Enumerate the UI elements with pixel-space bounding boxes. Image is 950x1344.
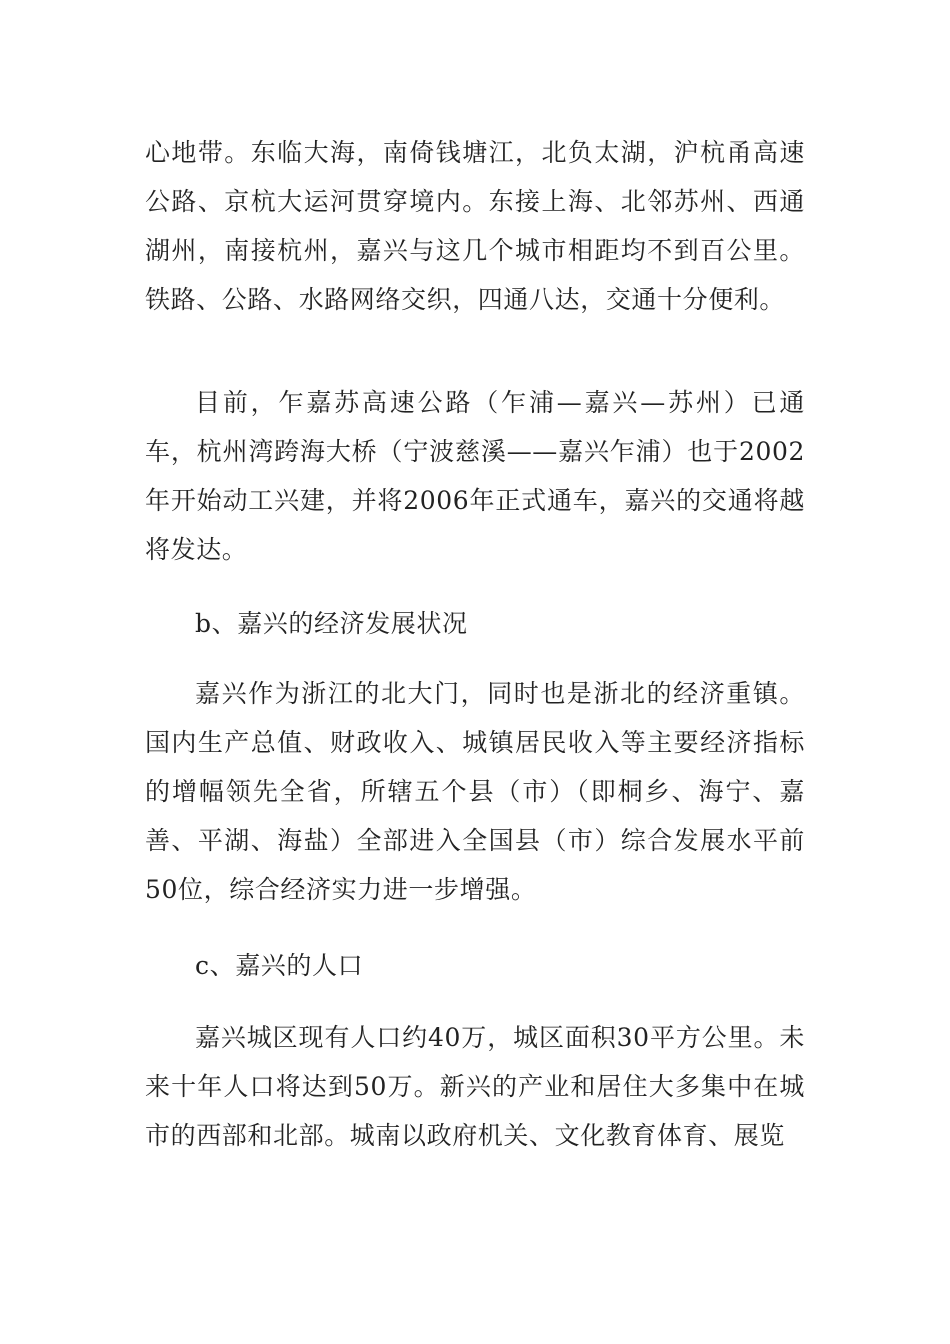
document-body — [145, 378, 805, 574]
paragraph-transport-highway: 目前，乍嘉苏高速公路（乍浦—嘉兴—苏州）已通车，杭州湾跨海大桥（宁波慈溪——嘉兴乍浦）也于2002年开始动工兴建，并将2006年正式通车，嘉兴的交通将越将发达。 — [145, 388, 805, 564]
paragraph-transport-location: 心地带。东临大海，南倚钱塘江，北负太湖，沪杭甬高速公路、京杭大运河贯穿境内。东接上海、北邻苏州、西通湖州，南接杭州，嘉兴与这几个城市相距均不到百公里。铁路、公路、水路网络交织，四通八达，交通十分便利。 — [145, 138, 805, 314]
paragraph-economy: 嘉兴作为浙江的北大门，同时也是浙北的经济重镇。国内生产总值、财政收入、城镇居民收入等主要经济指标的增幅领先全省，所辖五个县（市）（即桐乡、海宁、嘉善、平湖、海盐）全部进入全国县（市）综合发展水平前50位，综合经济实力进一步增强。 — [145, 679, 805, 904]
section-heading-population: c、嘉兴的人口 — [195, 951, 364, 980]
section-heading-economy: b、嘉兴的经济发展状况 — [195, 609, 468, 638]
document-body — [145, 669, 805, 914]
document-body — [145, 128, 805, 324]
document-body — [145, 1013, 805, 1160]
document-body — [145, 599, 805, 648]
paragraph-population: 嘉兴城区现有人口约40万，城区面积30平方公里。未来十年人口将达到50万。新兴的产业和居住大多集中在城市的西部和北部。城南以政府机关、文化教育体育、展览 — [145, 1023, 805, 1150]
document-body — [145, 941, 805, 990]
